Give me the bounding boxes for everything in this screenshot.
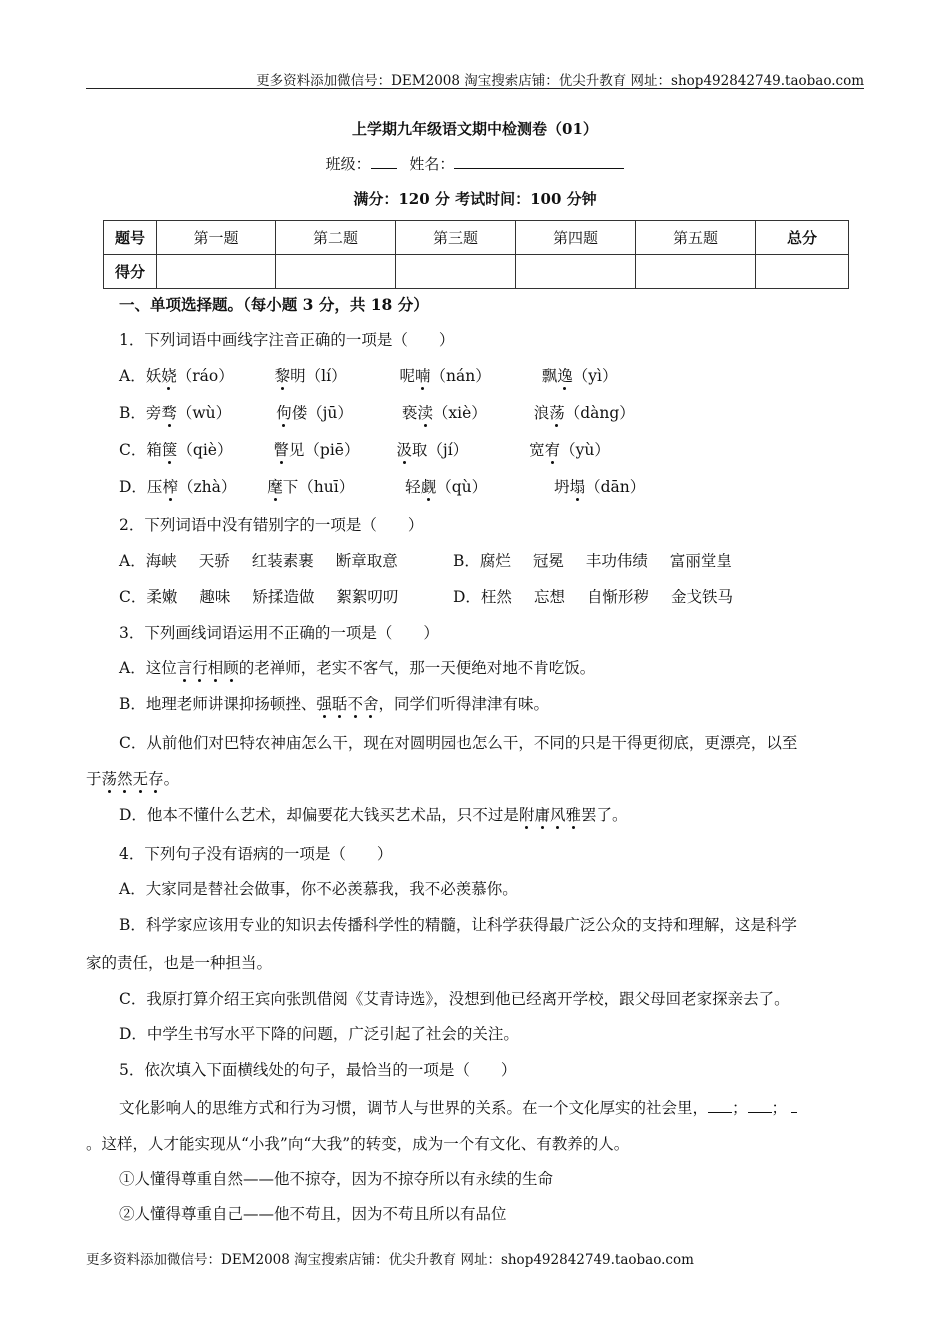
q2-a-1: A．海峡 [119,552,177,570]
emphasis-char: 顾 [223,656,239,678]
q1-a-text: A．妖 [119,367,162,385]
q2-option-a [119,549,398,571]
q1-c2-text: 见（piē） [288,441,360,459]
q1-d2-text: 下（huī） [282,478,355,496]
q1-d3-dotted: 觑 [421,475,437,497]
q1-b3-dotted: 渎 [417,401,433,423]
q1-option-d [119,475,645,497]
q2-option-c [119,585,398,607]
q1-d3-text: 轻 [405,478,421,496]
emphasis-char: 舍 [363,692,379,714]
q2-b-4: 富丽堂皇 [669,552,732,570]
emphasis-char: 行 [192,656,208,678]
page-footer: 更多资料添加微信号：DEM2008 淘宝搜索店铺：优尖升教育 网址：shop492842749.taobao.com [86,1252,694,1268]
q2-a-3: 红装素裹 [251,552,314,570]
cell-score-total [756,255,849,289]
q2-option-d [453,585,733,607]
q1-c3-text: 取（jí） [411,441,469,459]
q1-option-b [119,401,635,423]
q3-a-underlined [177,659,239,677]
class-name-line [0,153,950,174]
header-divider [86,88,864,89]
q1-b4-pinyin: （dàng） [564,404,635,422]
q4-option-a: A．大家同是替社会做事，你不必羡慕我，我不必羡慕你。 [119,880,518,898]
q2-d-2: 忘想 [533,588,565,606]
q1-option-c [119,438,610,460]
cell-score-q3 [396,255,516,289]
q2-a-4: 断章取意 [335,552,398,570]
q1-b2-dotted: 佝 [276,401,292,423]
q1-a4-text: 飘 [541,367,558,385]
emphasis-char: 风 [550,803,566,825]
grade-table-score-row [104,255,849,289]
q3-option-c-line1: C．从前他们对巴特农神庙怎么干，现在对圆明园也怎么干，不同的只是干得更彻底，更漂亮，以至 [119,734,798,752]
q3-option-d: D．他本不懂什么艺术，却偏要花大钱买艺术品，只不过是附庸风雅罢了。 [119,803,628,825]
q1-b3-pinyin: （xiè） [432,404,487,422]
cell-question-number-label: 题号 [104,221,157,255]
q5-blank-3 [791,1099,797,1113]
emphasis-char: 无 [133,767,149,789]
emphasis-char: 荡 [102,767,118,789]
section-1-heading: 一、单项选择题。（每小题 3 分，共 18 分） [119,295,429,314]
page-header: 更多资料添加微信号：DEM2008 淘宝搜索店铺：优尖升教育 网址：shop492842749.taobao.com [256,73,864,89]
q1-d3-pinyin: （qù） [436,478,488,496]
q1-a4-pinyin: （yì） [572,367,618,385]
q3-option-a: A．这位言行相顾的老禅师，老实不客气，那一天便绝对地不肯吃饭。 [119,656,595,678]
q1-c4-pinyin: （yù） [560,441,610,459]
q5-passage-line1: 文化影响人的思维方式和行为习惯，调节人与世界的关系。在一个文化厚实的社会里， ； ； [119,1096,797,1118]
cell-score-q2 [276,255,396,289]
q4-stem: 4．下列句子没有语病的一项是（ ） [119,845,393,863]
cell-q4: 第四题 [516,221,636,255]
q1-d-dotted: 榨 [162,475,178,497]
emphasis-char: 聒 [332,692,348,714]
cell-score-q4 [516,255,636,289]
grade-table-header-row [104,221,849,255]
cell-q5: 第五题 [636,221,756,255]
q1-c-dotted: 箧 [162,438,178,460]
q5-blank-1 [708,1099,732,1113]
q2-a-2: 天骄 [198,552,230,570]
q1-stem: 1．下列词语中画线字注音正确的一项是（ ） [119,331,455,349]
class-label: 班级： [325,155,371,173]
cell-q1: 第一题 [157,221,276,255]
q5-option-1: ①人懂得尊重自然——他不掠夺，因为不掠夺所以有永续的生命 [119,1170,554,1188]
q1-b3-text: 亵 [401,404,418,422]
emphasis-char: 雅 [565,803,581,825]
q3-option-b: B．地理老师讲课抑扬顿挫、强聒不舍，同学们听得津津有味。 [119,692,549,714]
q5-passage-line2: 。这样，人才能实现从“小我”向“大我”的转变，成为一个有文化、有教养的人。 [86,1135,630,1153]
q5-option-2: ②人懂得尊重自己——他不苟且，因为不苟且所以有品位 [119,1205,507,1223]
q4-option-c: C．我原打算介绍王宾向张凯借阅《艾青诗选》，没想到他已经离开学校，跟父母回老家探亲去了。 [119,990,790,1008]
q2-b-1: B．腐烂 [453,552,511,570]
emphasis-char: 存 [148,767,164,789]
name-label: 姓名： [409,155,455,173]
q2-c-2: 趣味 [199,588,231,606]
emphasis-char: 附 [519,803,535,825]
q1-b-text: B．旁 [119,404,162,422]
q4-option-b-line2: 家的责任，也是一种担当。 [86,954,273,972]
q1-b2-text: 偻（jū） [291,404,353,422]
q2-c-3: 矫揉造做 [252,588,315,606]
q4-option-b-line1: B．科学家应该用专业的知识去传播科学性的精髓，让科学获得最广泛公众的支持和理解，这是科学 [119,916,797,934]
cell-score-q1 [157,255,276,289]
q4-option-d: D．中学生书写水平下降的问题，广泛引起了社会的关注。 [119,1025,519,1043]
q1-d4-text: 坍 [554,478,570,496]
q2-option-b [453,549,732,571]
emphasis-char: 强 [316,692,332,714]
q1-a3-text: 呢 [399,367,416,385]
q1-c4-text: 宽 [529,441,545,459]
q2-stem: 2．下列词语中没有错别字的一项是（ ） [119,516,424,534]
q1-d2-dotted: 麾 [267,475,283,497]
q1-b-dotted: 骛 [161,401,177,423]
q1-a2-text: 明（lí） [290,367,347,385]
q1-b4-dotted: 荡 [549,401,565,423]
q5-stem: 5．依次填入下面横线处的句子，最恰当的一项是（ ） [119,1061,517,1079]
q1-c2-dotted: 瞥 [273,438,289,460]
q3-c-underlined [102,770,164,788]
q2-d-4: 金戈铁马 [670,588,733,606]
q1-a-pinyin: （ráo） [176,367,234,385]
q1-b4-text: 浪 [533,404,550,422]
q1-c-pinyin: （qiè） [177,441,233,459]
q1-a3-pinyin: （nán） [430,367,491,385]
cell-total: 总分 [756,221,849,255]
q1-c-text: C．箱 [119,441,162,459]
name-blank [454,154,624,169]
q1-a3-dotted: 喃 [415,364,431,386]
score-line: 满分：120 分 考试时间：100 分钟 [353,190,597,208]
q3-stem: 3．下列画线词语运用不正确的一项是（ ） [119,624,439,642]
cell-score-label: 得分 [104,255,157,289]
q2-d-3: 自惭形秽 [586,588,649,606]
q1-d-text: D．压 [119,478,163,496]
cell-q2: 第二题 [276,221,396,255]
q1-a-dotted: 娆 [161,364,177,386]
q5-blank-2 [748,1099,772,1113]
q3-d-underlined [519,806,581,824]
q1-a4-dotted: 逸 [557,364,573,386]
emphasis-char: 不 [347,692,363,714]
q2-b-2: 冠冕 [532,552,564,570]
emphasis-char: 言 [177,656,193,678]
q1-option-a [119,364,617,386]
q2-c-4: 絮絮叨叨 [336,588,399,606]
q1-c4-dotted: 宥 [545,438,561,460]
emphasis-char: 庸 [534,803,550,825]
q2-d-1: D．枉然 [453,588,512,606]
page-title: 上学期九年级语文期中检测卷（01） [352,120,598,138]
q3-option-c-line2: 于荡然无存。 [86,767,179,789]
cell-q3: 第三题 [396,221,516,255]
q1-b-pinyin: （wù） [176,404,232,422]
cell-score-q5 [636,255,756,289]
emphasis-char: 然 [117,767,133,789]
emphasis-char: 相 [208,656,224,678]
grade-table [103,220,849,289]
q1-d4-dotted: 塌 [570,475,586,497]
q1-d-pinyin: （zhà） [177,478,237,496]
q2-c-1: C．柔嫩 [119,588,178,606]
q1-c3-dotted: 汲 [396,438,412,460]
q1-a2-dotted: 黎 [275,364,291,386]
class-blank [371,154,397,169]
q2-b-3: 丰功伟绩 [585,552,648,570]
q1-d4-pinyin: （dān） [585,478,646,496]
q3-b-underlined [316,695,378,713]
